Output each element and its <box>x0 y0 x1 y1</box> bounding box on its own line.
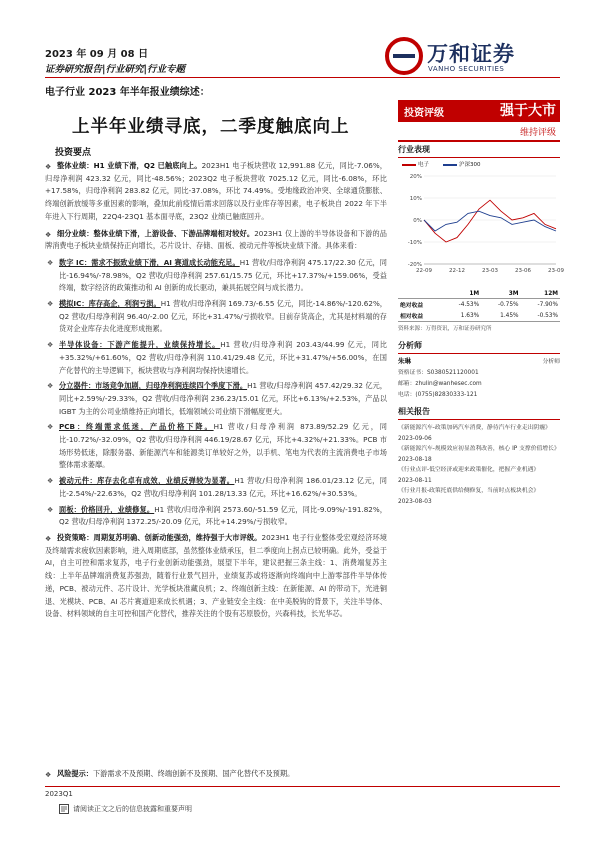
list-item: ❖ 数字 IC：需求不振致业绩下滑，AI 赛道成长动能充足。H1 营收/归母净利润 475.17/22.30 亿元，同比-16.94%/-78.98%，Q2 营收/归母净利润 257.61/15.75 亿元，环比+17.37%/+159.06%，受益终端，数字经济的政策推动和 AI 创新的成长驱动，兼具拓展空间与成长潜力。 <box>45 257 387 295</box>
para-head: ❖ 细分业绩：整体业绩下滑，上游设备、下游品牌端相对较好。 <box>45 229 254 238</box>
related-report-link[interactable]: 《行业月报-政策托底供给侧修复，当前时点板块机会》 <box>398 488 540 494</box>
section-title: 投资要点 <box>55 148 92 158</box>
rating-sub: 维持评级 <box>519 128 556 138</box>
para-body: 2023H1 仅上游的半导体设备和下游的品牌消费电子板块业绩保持正向增长，芯片设计、存储、面板、被动元件等板块业绩下滑。具体来看： <box>45 228 387 251</box>
analyst-phone: 电话：(0755)82830333-121 <box>398 392 478 398</box>
related-report-link[interactable]: 《新能源汽车-规模效应初显盈利改善，核心 IP 支撑价值增长》 <box>398 446 560 452</box>
risk-head: ❖ 风险提示： <box>45 769 93 778</box>
analyst-cert: 资格证书：S0380521120001 <box>398 370 479 376</box>
series-line-1 <box>424 211 556 231</box>
y-tick-label: -10% <box>407 240 422 246</box>
header-divider <box>45 77 560 78</box>
analyst-name: 朱琳 <box>398 357 411 365</box>
footer-divider <box>45 786 560 787</box>
brand-name: 万和证券 <box>427 42 515 66</box>
brand-mark-icon <box>385 37 423 75</box>
y-tick-label: 0% <box>413 218 422 224</box>
x-tick-label: 22-12 <box>449 268 465 274</box>
related-report-date: 2023-08-03 <box>398 498 432 505</box>
list-item: ❖ 模拟IC：库存高企，利润亏损。H1 营收/归母净利润 169.73/-6.55 亿元，同比-14.86%/-120.62%，Q2 营收/归母净利润 96.40/-2.00 亿元，环比+31.47%/亏损收窄。目前存货高企，尤其是材料端的存货对企业库存去化进度形成拖累。 <box>45 298 387 336</box>
table-header-row <box>398 290 560 299</box>
related-report-link[interactable]: 《行业点评-低空经济或迎来政策催化，把握产业机遇》 <box>398 467 540 473</box>
para-body: 2023H1 电子行业整体受宏观经济环境及终端需求疲软因素影响，进入周期底部，虽然整体业绩承压，但二季度向上拐点已较明确。此外，受益于 AI，自主可控和需求复苏，电子行业创新动能强劲，展望下半年，建议把握三条主线：1、消费端复苏主线：上半年品牌端消费复苏强劲，随着行业景气回升，业绩复苏或将逐渐向终端向中上游零部件半导体传递，PCB、被动元件、芯片设计、光学板块准藏良机；2、终端创新主线：在新能源、AI 的带动下，光进铜退、光模块、PCB、AI 芯片赛道迎来成长机遇；3、产业链安全主线：在中美脱钩的背景下，关注半导体、设备、材料领域的自主可控和国产化替代，推荐关注的个股有芯原股份，兴森科技，长光华芯。 <box>45 532 387 619</box>
x-tick-label: 23-03 <box>482 268 498 274</box>
perf-table <box>398 290 560 322</box>
table-row: 绝对收益 -4.53% -0.75% -7.90% <box>400 301 558 309</box>
rating-value: 强于大市 <box>500 103 556 119</box>
legend-item: 电子 <box>402 160 429 168</box>
related-report-date: 2023-09-06 <box>398 435 432 442</box>
y-tick-label: -20% <box>407 262 422 268</box>
list-item: ❖ 面板：价格回升，业绩修复。H1 营收/归母净利润 2573.60/-51.59 亿元，同比-9.09%/-191.82%，Q2 营收/归母净利润 1372.25/-20.09 亿元，环比+14.29%/亏损收窄。 <box>45 504 387 529</box>
performance-chart <box>398 168 564 280</box>
col-header: 1M <box>442 290 481 299</box>
perf-source: 资料来源：万得资讯，万和证券研究所 <box>398 326 492 332</box>
related-title: 相关报告 <box>398 404 560 420</box>
list-item: ❖ PCB：终端需求低迷，产品价格下降。H1 营收/归母净利润 873.89/52.29 亿元，同比-10.72%/-32.09%，Q2 营收/归母净利润 446.19/28.67 亿元，环比+4.32%/+21.33%。PCB 市场形势低迷，除服务器、新能源汽车和能源类订单较好之外，以手机、笔电为代表的主流消费电子市场整体需求萎靡。 <box>45 421 387 472</box>
perf-title: 行业表现 <box>398 142 560 158</box>
analyst-role: 分析师 <box>542 359 560 365</box>
x-tick-label: 23-06 <box>515 268 531 274</box>
para-body: 2023H1 电子板块营收 12,991.88 亿元，同比-7.06%，归母净利润 423.32 亿元，同比-48.56%；2023Q2 电子板块营收 7025.12 亿元，同比-6.08%，环比+17.58%，归母净利润 283.82 亿元，同比-37.08%，环比 74.49%。受地缘政治冲突、全球通货膨胀、终端创新放缓等多重因素的影响，叠加此前疫情后需求回落以及行业库存等因素，电子板块自 2022 年下半年进入下行周期，22Q4-23Q1 基本面寻底，23Q2 业绩已触底回升。 <box>45 161 387 221</box>
list-item: ❖ 半导体设备：下游产能提升，业绩保持增长。H1 营收/归母净利润 203.43/44.99 亿元，同比+35.32%/+61.60%，Q2 营收/归母净利润 110.41/29.48 亿元，环比+31.47%/+56.00%，在国产化替代的主导逻辑下，板块营收与净利润均保持快速增长。 <box>45 339 387 377</box>
para-overall <box>45 160 387 224</box>
y-tick-label: 20% <box>409 174 422 180</box>
disclaimer-link[interactable]: 请阅读正文之后的信息披露和重要声明 <box>73 805 192 813</box>
rating-label: 投资评级 <box>404 108 444 119</box>
x-tick-label: 22-09 <box>416 268 432 274</box>
risk-body: 下游需求不及预期、终端创新不及预期、国产化替代不及预期。 <box>92 769 295 778</box>
related-report-date: 2023-08-18 <box>398 456 432 463</box>
analyst-title: 分析师 <box>398 338 560 354</box>
rating-box <box>398 100 560 142</box>
analyst-email[interactable]: 邮箱：zhulin@wanhesec.com <box>398 381 482 387</box>
risk-note <box>45 768 560 780</box>
bullet-list <box>45 257 387 529</box>
legend-item: 沪深300 <box>443 160 481 168</box>
col-header: 3M <box>481 290 520 299</box>
para-head: ❖ 投资策略：周期复苏明确、创新动能强劲，维持强于大市评级。 <box>45 533 262 542</box>
para-head: ❖ 整体业绩：H1 业绩下滑，Q2 已触底向上。 <box>45 161 202 170</box>
footer-date: 2023Q1 <box>45 790 73 798</box>
report-type: 证券研究报告|行业研究|行业专题 <box>45 64 185 75</box>
brand-name-en: VANHO SECURITIES <box>428 65 505 73</box>
col-header: 12M <box>521 290 560 299</box>
report-subtitle: 电子行业 2023 年半年报业绩综述： <box>45 87 210 98</box>
left-column <box>45 160 387 625</box>
chart-legend <box>402 160 560 168</box>
list-item: ❖ 分立器件：市场竞争加剧，归母净利润连续四个季度下滑。H1 营收/归母净利润 457.42/29.32 亿元，同比+2.59%/-29.33%，Q2 营收/归母净利润 236.23/15.01 亿元，环比+6.13%/+2.53%，产品以 IGBT 为主的公司业绩维持正向增长，低端领域公司业绩下滑幅度更大。 <box>45 380 387 418</box>
list-item: ❖ 被动元件：库存去化卓有成效，业绩反弹较为显著。H1 营收/归母净利润 186.01/23.12 亿元，同比-2.54%/-22.63%，Q2 营收/归母净利润 101.28/13.33 亿元，环比+16.62%/+30.53%。 <box>45 475 387 500</box>
table-row: 相对收益 1.63% 1.45% -0.53% <box>398 310 560 322</box>
y-tick-label: 10% <box>409 196 422 202</box>
para-strategy <box>45 532 387 621</box>
report-title: 上半年业绩寻底，二季度触底向上 <box>72 117 350 137</box>
report-date: 2023 年 09 月 08 日 <box>45 49 149 60</box>
analyst-row <box>398 356 560 365</box>
para-segments <box>45 228 387 253</box>
x-tick-label: 23-09 <box>548 268 564 274</box>
related-report-date: 2023-08-11 <box>398 477 432 484</box>
notice-icon <box>59 804 69 814</box>
right-column <box>398 142 564 507</box>
related-list <box>398 423 560 507</box>
related-report-link[interactable]: 《新能源汽车-政策加码汽车消费，静待汽车行业走出阴霾》 <box>398 425 551 431</box>
brand-logo <box>385 35 560 77</box>
